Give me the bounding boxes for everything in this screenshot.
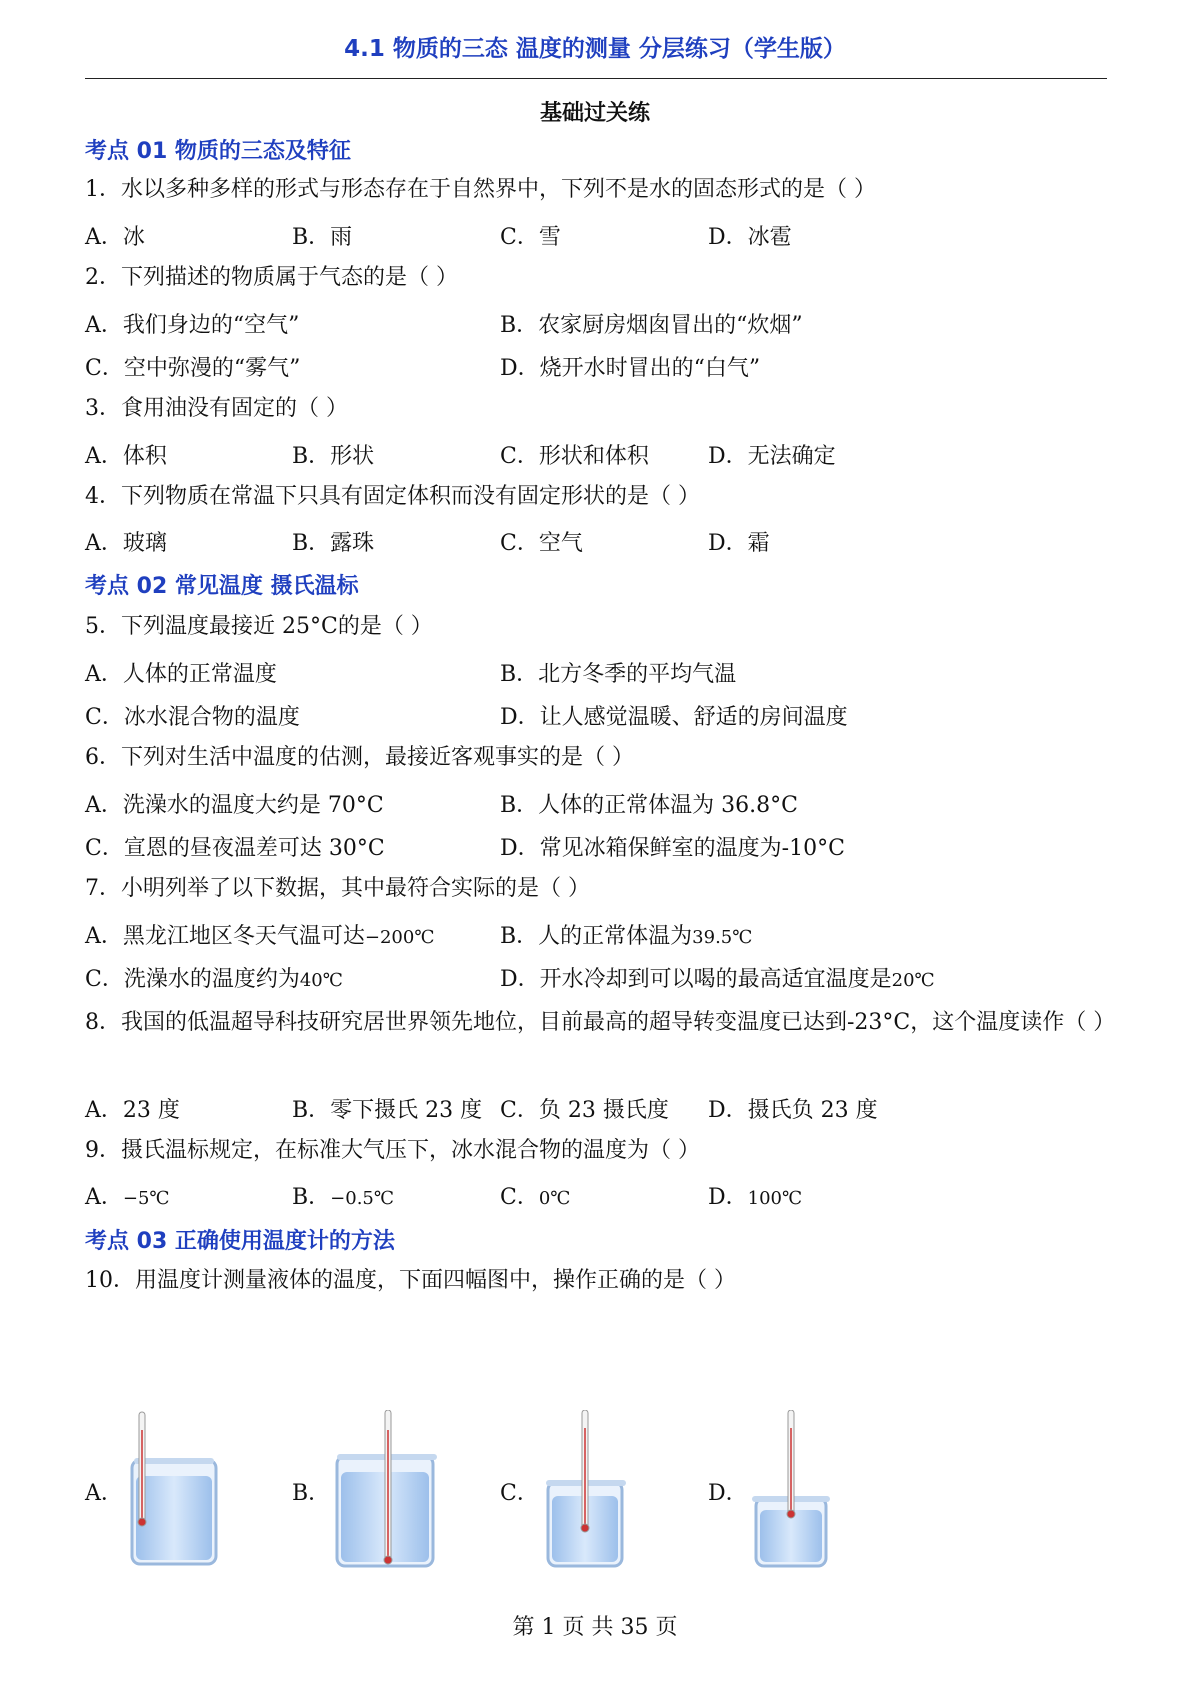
question-3-option-b: B．形状 — [292, 444, 375, 469]
question-2-stem: 2．下列描述的物质属于气态的是（ ） — [85, 265, 458, 290]
question-9-option-d — [708, 1180, 802, 1211]
question-9-option-d-value: 100℃ — [747, 1188, 803, 1209]
question-4-option-a: A．玻璃 — [85, 531, 167, 556]
question-7-option-a — [85, 919, 434, 950]
question-1-option-d: D．冰雹 — [708, 225, 792, 250]
page-footer: 第 1 页 共 35 页 — [512, 1615, 678, 1640]
question-3-option-c: C．形状和体积 — [500, 444, 649, 469]
question-9-option-c — [500, 1180, 570, 1211]
question-5-option-b: B．北方冬季的平均气温 — [500, 662, 737, 687]
question-2-option-c: C．空中弥漫的“雾气” — [85, 356, 301, 381]
question-4-option-d: D．霜 — [708, 531, 770, 556]
question-7-option-d-text: D．开水冷却到可以喝的最高适宜温度是 — [500, 967, 892, 992]
question-5-option-c: C．冰水混合物的温度 — [85, 705, 300, 730]
question-7-option-a-text: A．黑龙江地区冬天气温可达 — [85, 924, 365, 949]
question-10-option-b: B． — [292, 1481, 331, 1506]
question-9-option-b — [292, 1180, 394, 1211]
header-divider — [85, 78, 1107, 79]
section-heading-1: 考点 01 物质的三态及特征 — [85, 139, 351, 164]
question-9-option-a — [85, 1180, 170, 1211]
question-1-option-c: C．雪 — [500, 225, 561, 250]
question-8-option-d: D．摄氏负 23 度 — [708, 1098, 878, 1123]
question-9-option-a-value: −5℃ — [122, 1188, 170, 1209]
page-title: 4.1 物质的三态 温度的测量 分层练习（学生版） — [344, 36, 846, 62]
question-9-option-c-value: 0℃ — [538, 1188, 571, 1209]
question-7-option-a-value: −200℃ — [364, 927, 435, 948]
question-6-option-c: C．宣恩的昼夜温差可达 30°C — [85, 836, 385, 861]
question-7-option-b-text: B．人的正常体温为 — [500, 924, 693, 949]
section-heading-2: 考点 02 常见温度 摄氏温标 — [85, 574, 359, 599]
question-10-stem: 10．用温度计测量液体的温度，下面四幅图中，操作正确的是（ ） — [85, 1268, 736, 1293]
question-7-option-c-value: 40℃ — [299, 970, 343, 991]
question-7-option-d — [500, 962, 935, 993]
question-6-stem: 6．下列对生活中温度的估测，最接近客观事实的是（ ） — [85, 745, 634, 770]
figure-b-beaker-thermometer — [333, 1410, 441, 1570]
question-7-stem: 7．小明列举了以下数据，其中最符合实际的是（ ） — [85, 876, 590, 901]
question-6-option-d: D．常见冰箱保鲜室的温度为-10°C — [500, 836, 845, 861]
question-7-option-c-text: C．洗澡水的温度约为 — [85, 967, 300, 992]
question-9-stem: 9．摄氏温标规定，在标准大气压下，冰水混合物的温度为（ ） — [85, 1138, 700, 1163]
page-subtitle: 基础过关练 — [539, 101, 650, 126]
question-5-stem: 5．下列温度最接近 25°C的是（ ） — [85, 614, 433, 639]
question-5-option-d: D．让人感觉温暖、舒适的房间温度 — [500, 705, 848, 730]
question-3-option-a: A．体积 — [85, 444, 167, 469]
question-9-option-c-letter: C． — [500, 1185, 539, 1210]
section-heading-3: 考点 03 正确使用温度计的方法 — [85, 1229, 395, 1254]
question-10-option-c: C． — [500, 1481, 539, 1506]
question-4-stem: 4．下列物质在常温下只具有固定体积而没有固定形状的是（ ） — [85, 484, 700, 509]
question-4-option-c: C．空气 — [500, 531, 583, 556]
question-7-option-b — [500, 919, 752, 950]
question-1-option-a: A．冰 — [85, 225, 145, 250]
question-2-option-b: B．农家厨房烟囱冒出的“炊烟” — [500, 313, 803, 338]
figure-a-beaker-thermometer — [128, 1410, 224, 1570]
question-8-option-b: B．零下摄氏 23 度 — [292, 1098, 483, 1123]
question-9-option-d-letter: D． — [708, 1185, 748, 1210]
figure-c-beaker-thermometer — [544, 1410, 630, 1570]
question-3-stem: 3．食用油没有固定的（ ） — [85, 396, 348, 421]
question-3-option-d: D．无法确定 — [708, 444, 836, 469]
question-2-option-a: A．我们身边的“空气” — [85, 313, 300, 338]
question-4-option-b: B．露珠 — [292, 531, 375, 556]
question-10-option-d: D． — [708, 1481, 748, 1506]
question-6-option-b: B．人体的正常体温为 36.8°C — [500, 793, 798, 818]
figure-d-beaker-thermometer — [752, 1410, 834, 1570]
question-2-option-d: D．烧开水时冒出的“白气” — [500, 356, 761, 381]
question-9-option-a-letter: A． — [85, 1185, 123, 1210]
question-5-option-a: A．人体的正常温度 — [85, 662, 277, 687]
question-10-option-a: A． — [85, 1481, 123, 1506]
question-9-option-b-value: −0.5℃ — [330, 1188, 395, 1209]
question-7-option-b-value: 39.5℃ — [692, 927, 753, 948]
question-1-option-b: B．雨 — [292, 225, 353, 250]
question-7-option-c — [85, 962, 343, 993]
question-9-option-b-letter: B． — [292, 1185, 331, 1210]
question-1-stem: 1．水以多种多样的形式与形态存在于自然界中，下列不是水的固态形式的是（ ） — [85, 177, 876, 202]
question-8-option-c: C．负 23 摄氏度 — [500, 1098, 669, 1123]
question-8-option-a: A．23 度 — [85, 1098, 180, 1123]
question-6-option-a: A．洗澡水的温度大约是 70°C — [85, 793, 384, 818]
question-7-option-d-value: 20℃ — [891, 970, 935, 991]
question-8-stem: 8．我国的低温超导科技研究居世界领先地位，目前最高的超导转变温度已达到-23°C，这个温度读作（ ） — [85, 1010, 1116, 1035]
